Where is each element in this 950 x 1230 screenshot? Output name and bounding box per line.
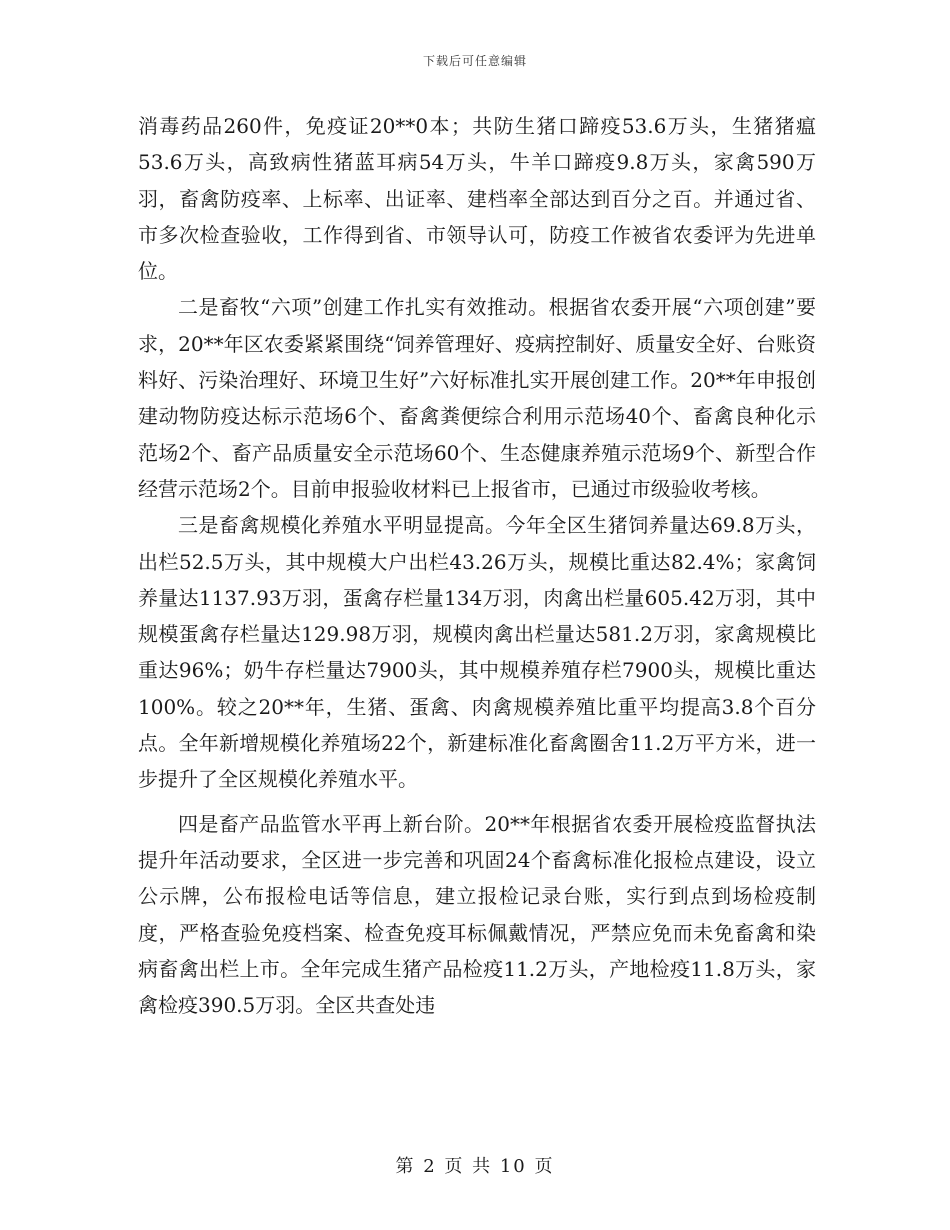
- page-header: 下载后可任意编辑: [422, 54, 527, 68]
- document-body: [138, 108, 816, 1023]
- page-number-footer: 第 2 页 共 10 页: [395, 1156, 555, 1177]
- paragraph-continuation: 消毒药品260件，免疫证20**0本；共防生猪口蹄疫53.6万头，生猪猪瘟53.6万头，高致病性猪蓝耳病54万头，牛羊口蹄疫9.8万头，家禽590万羽，畜禽防疫率、上标率、出证率、建档率全部达到百分之百。并通过省、市多次检查验收，工作得到省、市领导认可，防疫工作被省农委评为先进单位。: [138, 114, 816, 284]
- paragraph-four: 四是畜产品监管水平再上新台阶。20**年根据省农委开展检疫监督执法提升年活动要求，全区进一步完善和巩固24个畜禽标准化报检点建设，设立公示牌，公布报检电话等信息，建立报检记录台账，实行到点到场检疫制度，严格查验免疫档案、检查免疫耳标佩戴情况，严禁应免而未免畜禽和染病畜禽出栏上市。全年完成生猪产品检疫11.2万头，产地检疫11.8万头，家禽检疫390.5万羽。全区共查处违: [138, 811, 816, 1018]
- paragraph-two: 二是畜牧“六项”创建工作扎实有效推动。根据省农委开展“六项创建”要求，20**年区农委紧紧围绕“饲养管理好、疫病控制好、质量安全好、台账资料好、污染治理好、环境卫生好”六好标准扎实开展创建工作。20**年申报创建动物防疫达标示范场6个、畜禽粪便综合利用示范场40个、畜禽良种化示范场2个、畜产品质量安全示范场60个、生态健康养殖示范场9个、新型合作经营示范场2个。目前申报验收材料已上报省市，已通过市级验收考核。: [138, 295, 816, 501]
- paragraph-three: 三是畜禽规模化养殖水平明显提高。今年全区生猪饲养量达69.8万头，出栏52.5万头，其中规模大户出栏43.26万头，规模比重达82.4%；家禽饲养量达1137.93万羽，蛋禽存栏量134万羽，肉禽出栏量605.42万羽，其中规模蛋禽存栏量达129.98万羽，规模肉禽出栏量达581.2万羽，家禽规模比重达96%；奶牛存栏量达7900头，其中规模养殖存栏7900头，规模比重达100%。较之20**年，生猪、蛋禽、肉禽规模养殖比重平均提高3.8个百分点。全年新增规模化养殖场22个，新建标准化畜禽圈舍11.2万平方米，进一步提升了全区规模化养殖水平。: [138, 513, 816, 792]
